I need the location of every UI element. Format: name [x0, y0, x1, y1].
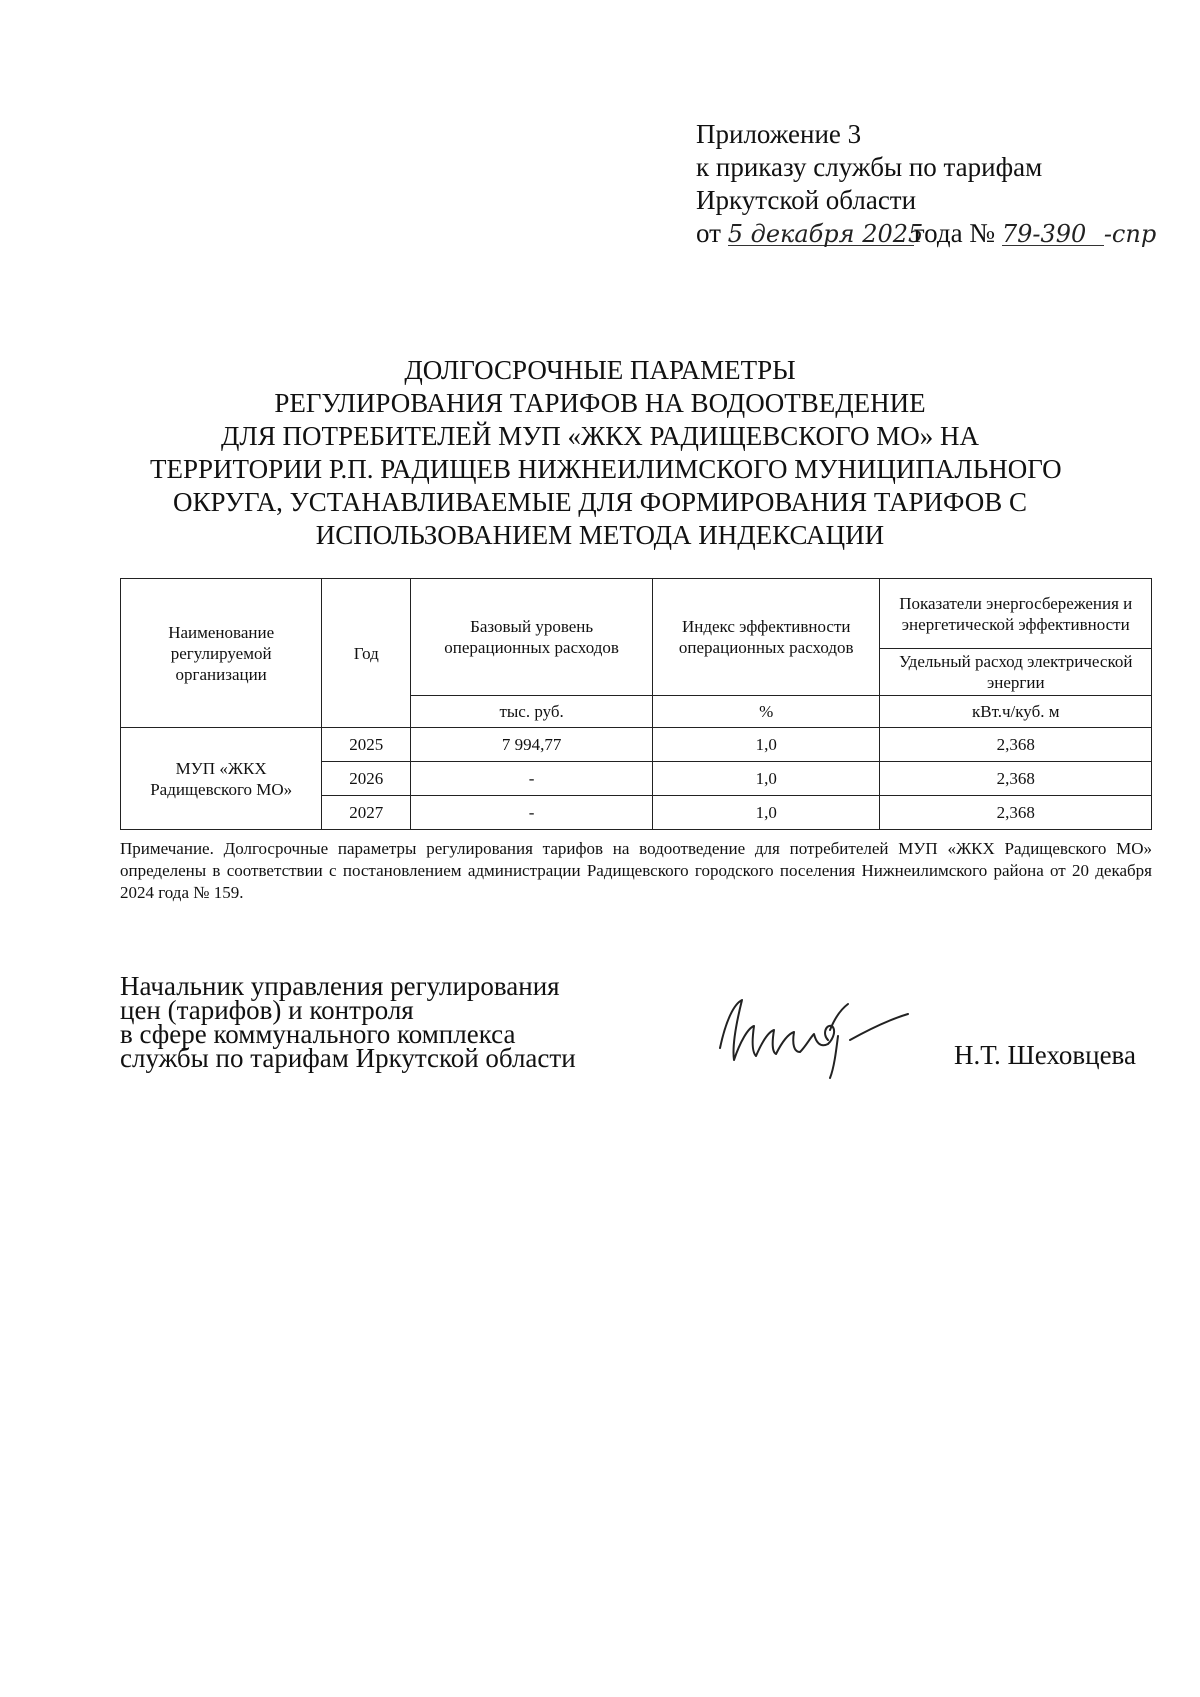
title-line: ДЛЯ ПОТРЕБИТЕЛЕЙ МУП «ЖКХ РАДИЩЕВСКОГО МО» НА	[221, 421, 979, 451]
cell-index: 1,0	[653, 796, 880, 830]
unit-energy: кВт.ч/куб. м	[880, 696, 1152, 728]
position-line: цен (тарифов) и контроля	[120, 995, 414, 1025]
year-word: года №	[913, 218, 996, 248]
unit-base: тыс. руб.	[411, 696, 653, 728]
appendix-line-1: Приложение 3	[696, 119, 862, 149]
cell-base: 7 994,77	[411, 728, 653, 762]
header-energy-group: Показатели энергосбережения и энергетической эффективности	[880, 579, 1152, 649]
appendix-date-line	[696, 217, 1156, 251]
appendix-header	[696, 118, 1156, 251]
unit-index: %	[653, 696, 880, 728]
order-number-suffix: -спр	[1103, 220, 1157, 248]
header-year: Год	[322, 579, 411, 728]
cell-year: 2025	[322, 728, 411, 762]
organization-name: МУП «ЖКХ Радищевского МО»	[121, 728, 322, 830]
header-base-expenses: Базовый уровень операционных расходов	[411, 579, 653, 696]
table-row	[121, 728, 1152, 762]
cell-index: 1,0	[653, 728, 880, 762]
header-energy-consumption: Удельный расход электрической энергии	[880, 649, 1152, 696]
cell-energy: 2,368	[880, 796, 1152, 830]
signatory-position	[120, 971, 576, 1073]
position-line: в сфере коммунального комплекса	[120, 1019, 516, 1049]
cell-base: -	[411, 762, 653, 796]
parameters-table	[120, 578, 1152, 830]
cell-year: 2027	[322, 796, 411, 830]
table-note: Примечание. Долгосрочные параметры регулирования тарифов на водоотведение для потребителей МУП «ЖКХ Радищевского МО» определены в соответствии с постановлением администрации Радищевского городского поселения Нижнеилимского района от 20 декабря 2024 года № 159.	[120, 839, 1152, 902]
title-line: ИСПОЛЬЗОВАНИЕМ МЕТОДА ИНДЕКСАЦИИ	[315, 520, 885, 550]
title-line: ТЕРРИТОРИИ Р.П. РАДИЩЕВ НИЖНЕИЛИМСКОГО МУНИЦИПАЛЬНОГО	[150, 454, 1062, 484]
cell-year: 2026	[322, 762, 411, 796]
title-line: РЕГУЛИРОВАНИЯ ТАРИФОВ НА ВОДООТВЕДЕНИЕ	[274, 388, 926, 418]
appendix-line-3: Иркутской области	[696, 185, 917, 215]
position-line: Начальник управления регулирования	[120, 971, 560, 1001]
handwritten-signature	[712, 990, 932, 1080]
table-header-row	[121, 579, 1152, 649]
signatory-name: Н.Т. Шеховцева	[954, 1040, 1136, 1070]
header-efficiency-index: Индекс эффективности операционных расходов	[653, 579, 880, 696]
document-title	[150, 354, 1062, 552]
title-line: ОКРУГА, УСТАНАВЛИВАЕМЫЕ ДЛЯ ФОРМИРОВАНИЯ ТАРИФОВ С	[173, 487, 1027, 517]
date-prefix: от	[696, 218, 721, 248]
position-line: службы по тарифам Иркутской области	[120, 1043, 576, 1073]
title-line: ДОЛГОСРОЧНЫЕ ПАРАМЕТРЫ	[404, 355, 796, 385]
cell-base: -	[411, 796, 653, 830]
header-org: Наименование регулируемой организации	[121, 579, 322, 728]
handwritten-order-number: 79-390	[1002, 223, 1104, 246]
cell-energy: 2,368	[880, 728, 1152, 762]
cell-index: 1,0	[653, 762, 880, 796]
handwritten-date: 5 декабря 2025	[727, 220, 924, 248]
cell-energy: 2,368	[880, 762, 1152, 796]
appendix-line-2: к приказу службы по тарифам	[696, 152, 1043, 182]
